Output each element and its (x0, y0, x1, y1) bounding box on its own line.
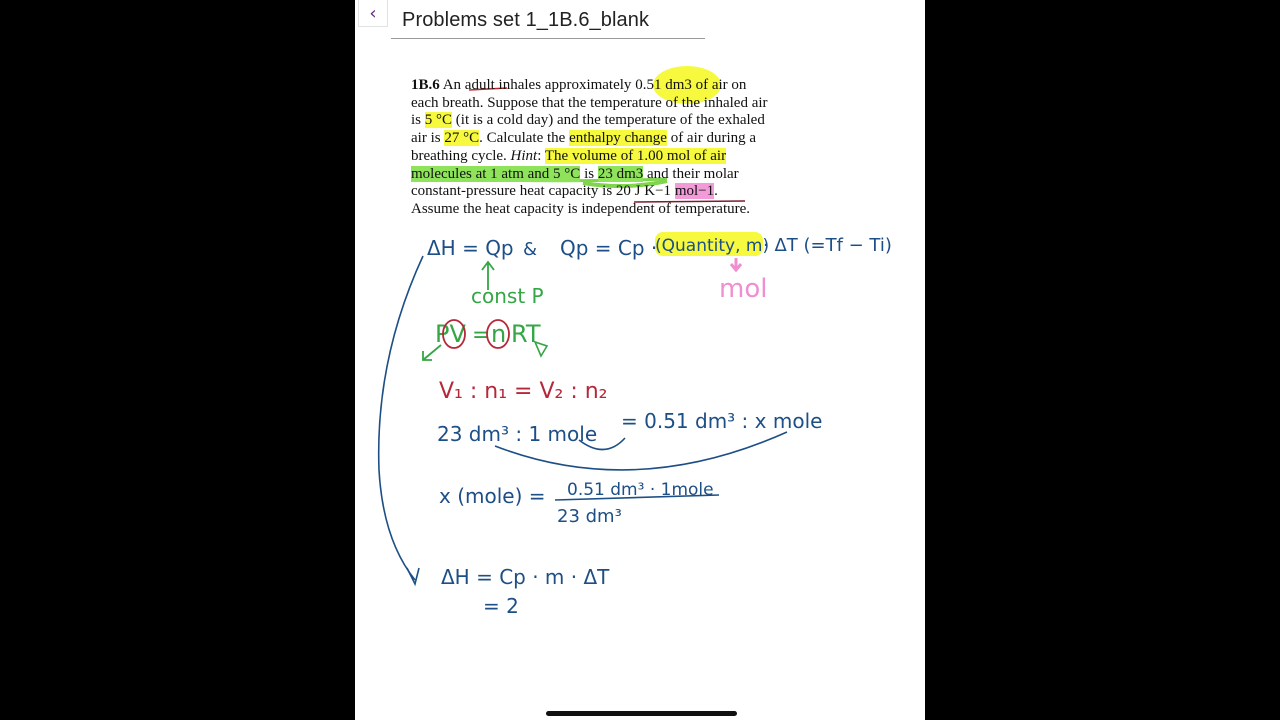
p-arrow (423, 345, 441, 360)
ampersand: & (523, 239, 538, 260)
note-page (355, 0, 925, 720)
long-arrow (379, 256, 423, 580)
const-p-label: const P (471, 284, 544, 308)
ratio-equation: V₁ : n₁ = V₂ : n₂ (439, 379, 608, 404)
qp-eq-cp: Qp = Cp · (560, 236, 658, 260)
problem-line-3: is 5 °C (it is a cold day) and the temperature of the exhaled (411, 112, 765, 129)
temp-exhaled-highlight: 27 °C (444, 130, 480, 147)
problem-line-2: each breath. Suppose that the temperature of the inhaled air (411, 94, 768, 111)
problem-line-7: constant-pressure heat capacity is 20 J K−1 mol−1. (411, 183, 718, 200)
problem-statement (411, 77, 811, 219)
delta-t-expr: · ΔT (=Tf − Ti) (763, 235, 892, 256)
x-denominator: 23 dm³ (557, 506, 622, 527)
problem-line-1: 1B.6 An adult inhales approximately 0.51 dm3 of air on (411, 77, 747, 93)
hint-highlight: The volume of 1.00 mol of air (544, 147, 727, 164)
dh-eq-qp: ΔH = Qp (427, 236, 514, 260)
problem-line-8: Assume the heat capacity is independent of temperature. (411, 200, 751, 217)
problem-number: 1B.6 (411, 77, 440, 93)
chevron-left-icon: ‹ (369, 2, 377, 24)
dh-result: = 2 (483, 594, 519, 618)
document-title: Problems set 1_1B.6_blank (402, 9, 650, 31)
long-arrow-head (407, 568, 419, 584)
adult-word: adult (464, 77, 499, 93)
dh-formula: ΔH = Cp · m · ΔT (441, 565, 610, 589)
temp-inhaled-highlight: 5 °C (424, 112, 453, 129)
home-indicator[interactable] (546, 711, 737, 716)
problem-line-6: molecules at 1 atm and 5 °C is 23 dm3 and their molar (411, 165, 739, 182)
x-lhs: x (mole) = (439, 484, 546, 508)
proportion-right: = 0.51 dm³ : x mole (621, 409, 823, 433)
volume-highlight: 0.51 dm3 (635, 77, 692, 93)
proportion-left: 23 dm³ : 1 mole (437, 422, 598, 446)
mol-note: mol (719, 274, 768, 304)
problem-line-5: breathing cycle. Hint: The volume of 1.00 mol of air (411, 147, 727, 164)
pv-term: PV (435, 320, 466, 348)
quantity-label: (Quantity, m) (655, 236, 770, 256)
ideal-gas-equals: = (472, 323, 491, 348)
rt-term: RT (511, 320, 541, 348)
mol-arrow (731, 258, 741, 270)
enthalpy-highlight: enthalpy change (569, 130, 667, 147)
n-term: n (491, 320, 507, 348)
x-numerator: 0.51 dm³ · 1mole (567, 480, 714, 500)
mol-highlight: mol−1 (674, 183, 715, 200)
problem-line-4: air is 27 °C. Calculate the enthalpy change of air during a (411, 130, 757, 147)
